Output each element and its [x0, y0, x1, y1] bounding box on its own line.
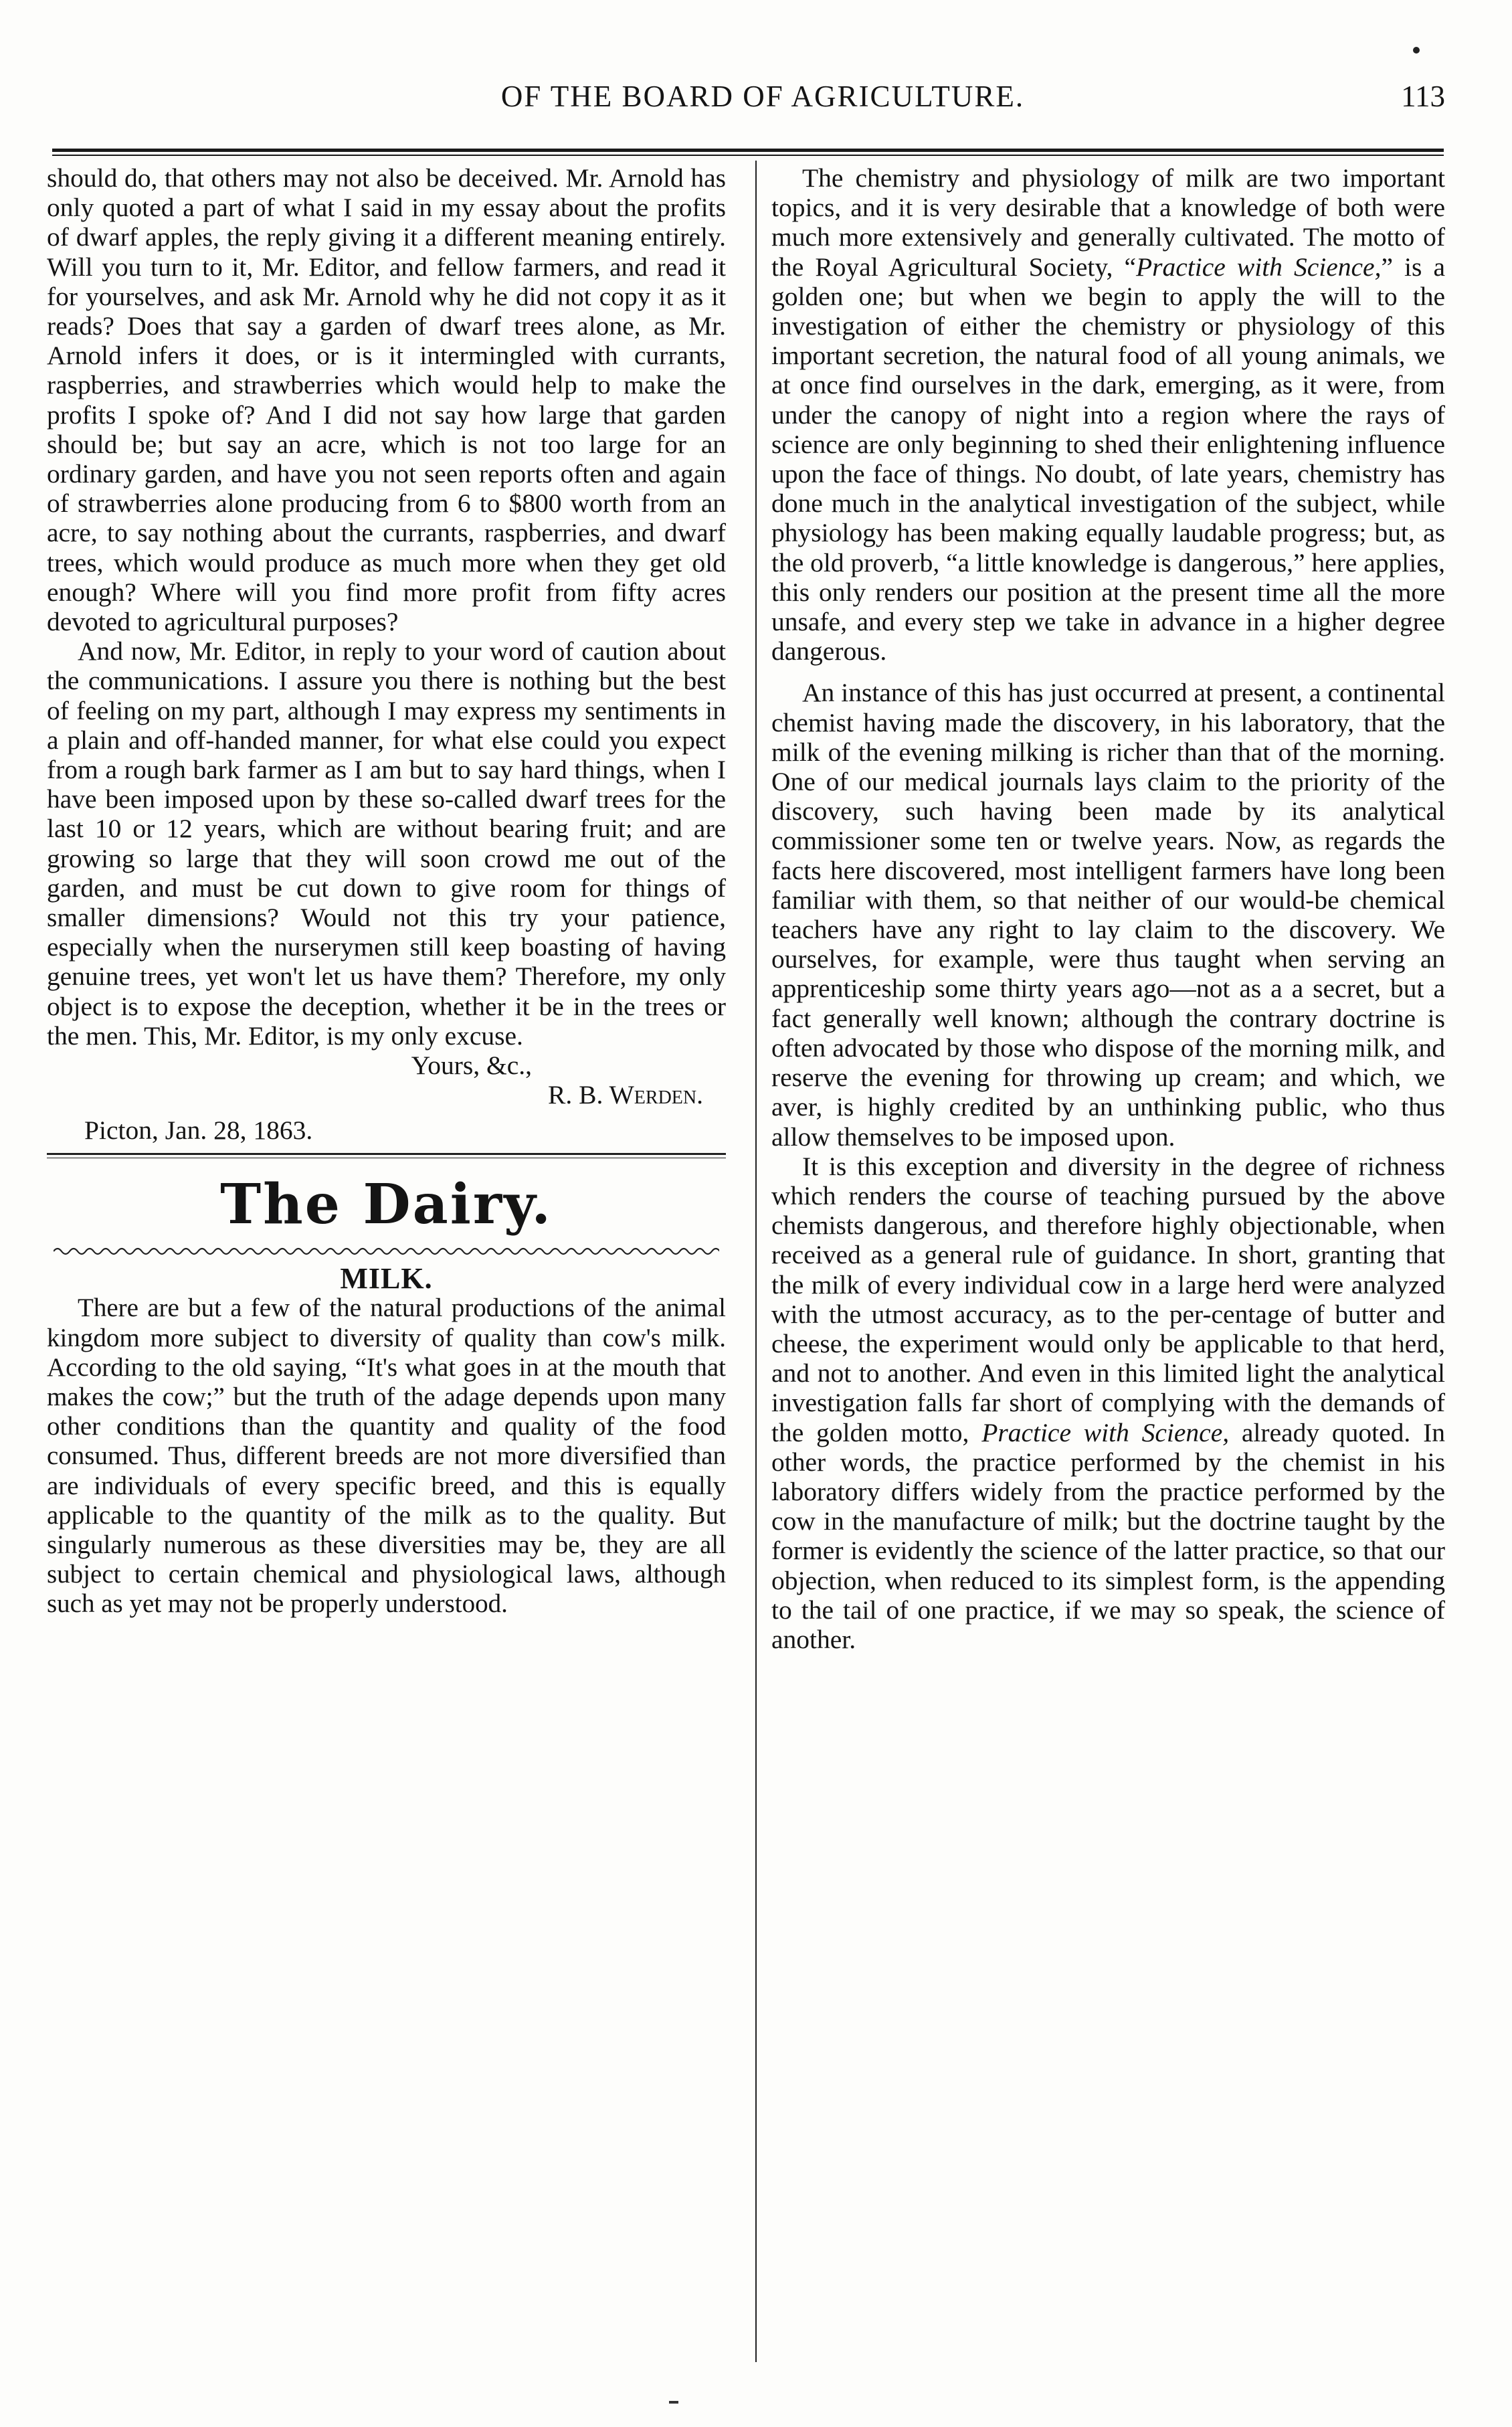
letter-paragraph: should do, that others may not also be deceived. Mr. Arnold has only quoted a part of what I said in my essay about the profits of dwarf apples, the reply giving it a different meaning entirely. Will you turn to it, Mr. Editor, and fellow farmers, and read it for yourselves, and ask Mr. Arnold why he did not copy it as it reads? Does that say a garden of dwarf trees alone, as Mr. Arnold infers it does, or is it intermingled with currants, raspberries, and strawberries which would help to make the profits I spoke of? And I did not say how large that garden should be; but say an acre, which is not too large for an ordinary garden, and have you not seen reports often and again of strawberries alone producing from 6 to $800 worth from an acre, to say nothing about the currants, raspberries, and dwarf trees, which would produce as much more when they get old enough? Where will you find more profit from fifty acres devoted to agricultural purposes? [47, 163, 726, 637]
motto-text: Practice with Science, [1136, 252, 1382, 282]
printing-speck [1413, 47, 1420, 54]
paragraph-text: It is this exception and diversity in the degree of richness which renders the course of teaching pursued by the above chemists dangerous, and therefore highly objectionable, when received as a general rule of guidance. In short, granting that the milk of every individual cow in a large herd were analyzed with the utmost accuracy, as to the per-centage of butter and cheese, the experiment would only be applicable to that herd, and not to another. And even in this limited light the analytical investigation falls far short of complying with the demands of the golden motto, [771, 1151, 1445, 1447]
right-column [771, 163, 1445, 1654]
printing-mark [669, 2401, 678, 2404]
article-paragraph: There are but a few of the natural productions of the animal kingdom more subject to diversity of quality than cow's milk. According to the old saying, “It's what goes in at the mouth that makes the cow;” but the truth of the adage depends upon many other conditions than the quantity and quality of the food consumed. Thus, different breeds are not more diversified than are individuals of every specific breed, and this is equally applicable to the quantity of the milk as to the quality. But singularly numerous as these diversities may be, they are all subject to certain chemical and physiological laws, although such as yet may not be properly understood. [47, 1293, 726, 1619]
wavy-divider-ornament [54, 1245, 719, 1257]
header-rule-thin [52, 155, 1444, 156]
paragraph-text: ” is a golden one; but when we begin to apply the will to the investigation of either the chemistry or physiology of this important secretion, the natural food of all young animals, we at once find ourselves in the dark, emerging, as it were, from under the canopy of night into a region where the rays of science are only beginning to shed their enlightening influence upon the face of things. No doubt, of late years, chemistry has done much in the analytical investigation of the subject, while physiology has been making equally laudable progress; but, as the old proverb, “a little knowledge is dangerous,” here applies, this only renders our position at the present time all the more unsafe, and every step we take in advance in a higher degree dangerous. [771, 252, 1445, 666]
letter-signoff: Yours, &c., [411, 1051, 532, 1081]
column-divider [755, 161, 757, 2362]
motto-text: Practice with Science, [981, 1417, 1230, 1447]
article-title: MILK. [340, 1262, 433, 1295]
paragraph-text: The chemistry and physiology of milk are two important topics, and it is very desirable that a knowledge of both were much more extensively and generally cultivated. The motto of the Royal Agricultural Society, “ [771, 163, 1445, 282]
wavy-divider [54, 1245, 719, 1257]
letter-dateline: Picton, Jan. 28, 1863. [84, 1115, 313, 1145]
section-rule [47, 1153, 726, 1155]
running-header-title: OF THE BOARD OF AGRICULTURE. [500, 80, 1025, 113]
section-heading: The Dairy. [220, 1172, 553, 1237]
left-column [47, 163, 726, 1619]
paragraph-text: already quoted. In other words, the practice performed by the chemist in his laboratory differs widely from the practice performed by the cow in the manufacture of milk; but the doctrine taught by the former is evidently the science of the latter practice, so that our objection, when reduced to its simplest form, is the appending to the tail of one practice, if we may so speak, the science of another. [771, 1417, 1445, 1654]
header-rule [52, 149, 1444, 152]
letter-signature: R. B. Werden. [548, 1080, 703, 1110]
article-paragraph: An instance of this has just occurred at present, a continental chemist having made the discovery, in his laboratory, that the milk of the evening milking is richer than that of the morning. One of our medical journals lays claim to the priority of the discovery, such having been made by its analytical commissioner some ten or twelve years. Now, as regards the facts here discovered, most intelligent farmers have long been familiar with them, so that neither of our would-be chemical teachers have any right to lay claim to the discovery. We ourselves, for example, were thus taught when serving an apprenticeship some thirty years ago—not as a a secret, but a fact generally well known; although the contrary doctrine is often advocated by those who dispose of the morning milk, and reserve the evening for throwing up cream; and which, we aver, is highly credited by an unthinking public, who thus allow themselves to be imposed upon. [771, 678, 1445, 1152]
page-number: 113 [1401, 80, 1445, 113]
letter-paragraph: And now, Mr. Editor, in reply to your word of caution about the communications. I assure you there is nothing but the best of feeling on my part, although I may express my sentiments in a plain and off-handed manner, for what else could you expect from a rough bark farmer as I am but to say hard things, when I have been imposed upon by these so-called dwarf trees for the last 10 or 12 years, which are without bearing fruit; and are growing so large that they will soon crowd me out of the garden, and must be cut down to give room for things of smaller dimensions? Would not this try your patience, especially when the nurserymen still keep boasting of having genuine trees, yet won't let us have them? Therefore, my only object is to expose the deception, whether it be in the trees or the men. This, Mr. Editor, is my only excuse. [47, 636, 726, 1051]
section-rule-thin [47, 1158, 726, 1159]
article-paragraph [771, 163, 1445, 666]
article-paragraph [771, 1152, 1445, 1654]
